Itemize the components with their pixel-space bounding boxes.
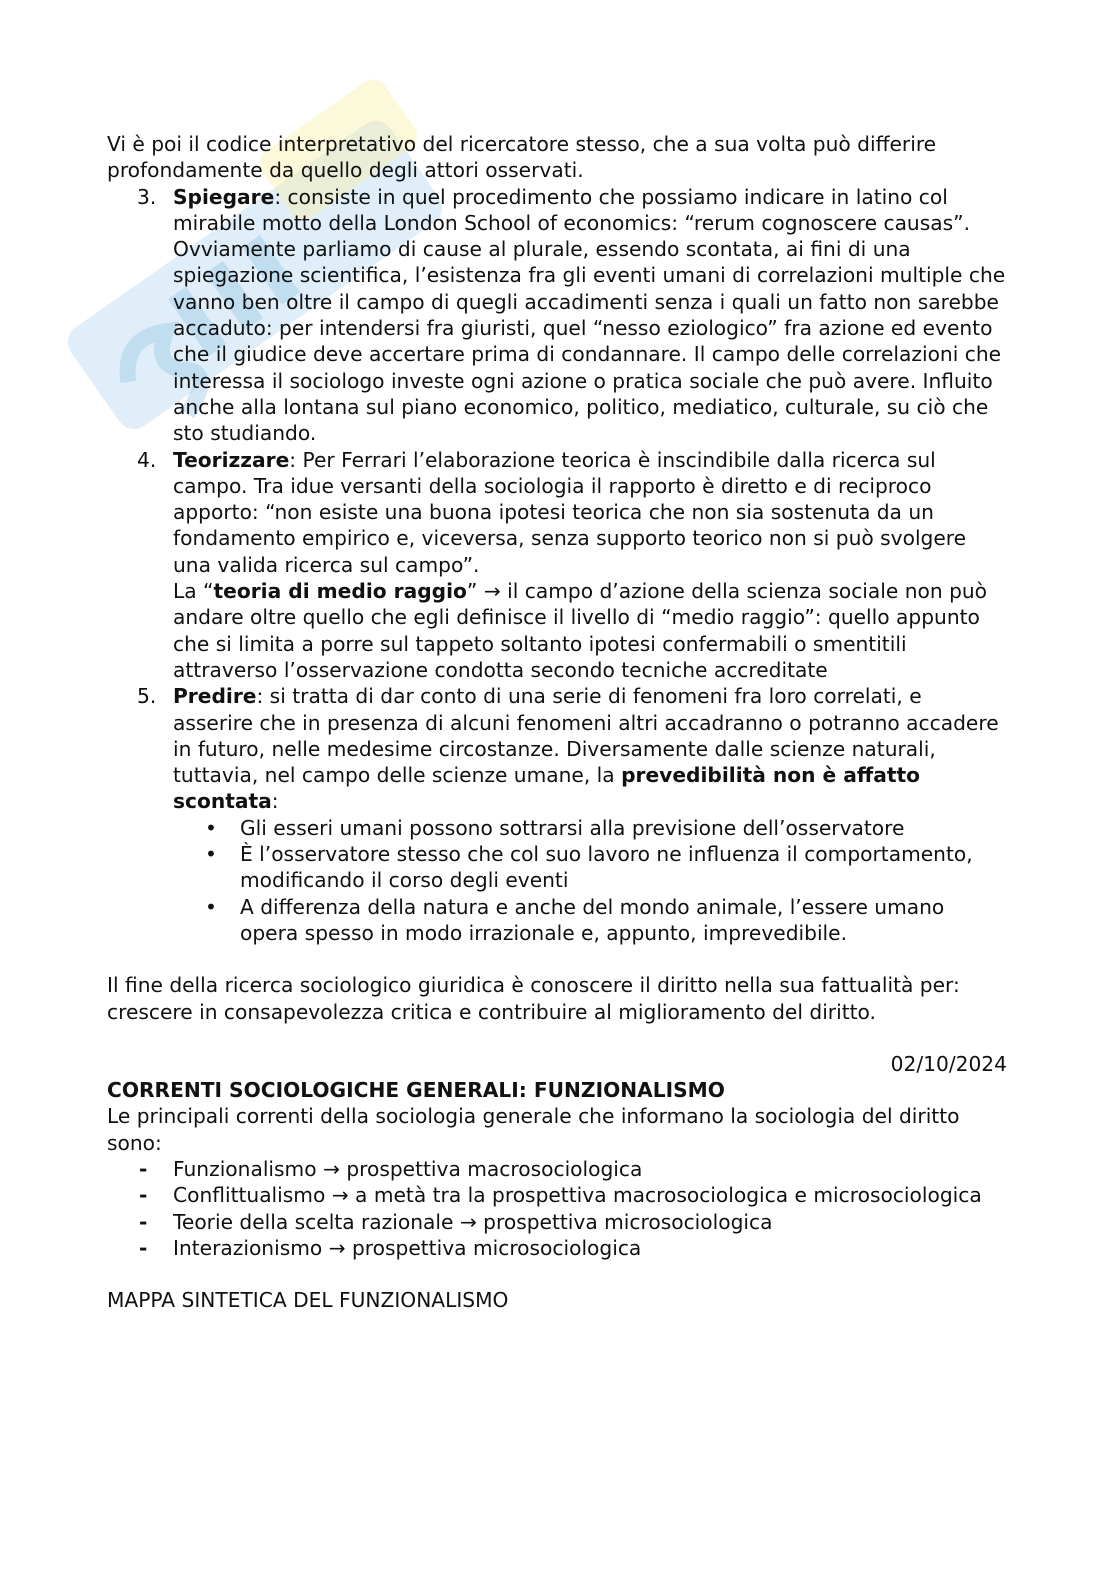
map-title: MAPPA SINTETICA DEL FUNZIONALISMO (107, 1288, 509, 1313)
document-body (107, 131, 1007, 1313)
list-item: - Teorie della scelta razionale → prospettiva microsociologica (139, 1209, 773, 1234)
item-term: Spiegare (173, 184, 275, 209)
bullet-icon: • (205, 815, 217, 840)
dash-icon: - (139, 1209, 148, 1234)
item-term: Predire (173, 684, 257, 709)
item-term: Teorizzare (173, 447, 290, 472)
bullet-icon: • (205, 894, 217, 919)
item-bold-tail: prevedibilità non è affatto scontata (173, 763, 921, 814)
intro-paragraph: Vi è poi il codice interpretativo del ricercatore stesso, che a sua volta può differire profondamente da quello degli attori osservati. (107, 132, 937, 183)
bullet-list (107, 815, 1007, 946)
date-label: 02/10/2024 (890, 1051, 1007, 1076)
dash-icon: - (139, 1183, 148, 1208)
dash-icon: - (139, 1235, 148, 1260)
list-item: - Conflittualismo → a metà tra la prospettiva macrosociologica e microsociologica (139, 1183, 982, 1208)
section-intro: Le principali correnti della sociologia generale che informano la sociologia del diritto sono: (107, 1104, 960, 1155)
item-text: : si tratta di dar conto di una serie di fenomeni fra loro correlati, e asserire che in presenza di alcuni fenomeni altri accadranno o potranno accadere in futuro, nelle medesime circostanze. Diversamente dalle scienze naturali, tuttavia, nel campo delle scienze umane, la (173, 684, 999, 788)
dash-icon: - (139, 1156, 148, 1181)
item-number: 5. (137, 684, 157, 709)
medio-raggio-term: teoria di medio raggio (213, 579, 467, 604)
conclusion-paragraph: Il fine della ricerca sociologico giuridica è conoscere il diritto nella sua fattualità per: crescere in consapevolezza critica e contribuire al miglioramento del diritto. (107, 973, 960, 1024)
list-item: • Gli esseri umani possono sottrarsi alla previsione dell’osservatore (205, 815, 905, 840)
item-number: 4. (137, 447, 157, 472)
section-heading: CORRENTI SOCIOLOGICHE GENERALI: FUNZIONALISMO (107, 1078, 725, 1103)
list-item: • A differenza della natura e anche del mondo animale, l’essere umano opera spesso in modo irrazionale e, appunto, imprevedibile. (205, 894, 945, 945)
list-item: • È l’osservatore stesso che col suo lavoro ne influenza il comportamento, modificando il corso degli eventi (205, 842, 973, 893)
list-item-teorizzare (107, 447, 1007, 684)
item-text: : Per Ferrari l’elaborazione teorica è inscindibile dalla ricerca sul campo. Tra idue versanti della sociologia il rapporto è diretto e di reciproco apporto: “non esiste una buona ipotesi teorica che non sia sostenuta da un fondamento empirico e, viceversa, senza supporto teorico non si può svolgere una valida ricerca sul campo”. (173, 447, 967, 577)
list-item-spiegare (107, 184, 1007, 447)
bullet-icon: • (205, 842, 217, 867)
list-item: - Funzionalismo → prospettiva macrosociologica (139, 1156, 643, 1181)
currents-list (107, 1156, 1007, 1261)
item-number: 3. (137, 184, 157, 209)
medio-raggio-paragraph: La “teoria di medio raggio” → il campo d’azione della scienza sociale non può andare oltre quello che egli definisce il livello di “medio raggio”: quello appunto che si limita a porre sul tappeto soltanto ipotesi confermabili o smentitili attraverso l’osservazione condotta secondo tecniche accreditate (173, 579, 988, 682)
item-text: : consiste in quel procedimento che possiamo indicare in latino col mirabile motto della London School of economics: “rerum cognoscere causas”. Ovviamente parliamo di cause al plurale, essendo scontata, ai fini di una spiegazione scientifica, l’esistenza fra gli eventi umani di correlazioni multiple che vanno ben oltre il campo di quegli accadimenti senza i quali un fatto non sarebbe accaduto: per intendersi fra giuristi, quel “nesso eziologico” fra azione ed evento che il giudice deve accertare prima di condannare. Il campo delle correlazioni che interessa il sociologo investe ogni azione o pratica sociale che può avere. Influito anche alla lontana sul piano economico, politico, mediatico, culturale, su ciò che sto studiando. (173, 184, 1006, 446)
list-item: - Interazionismo → prospettiva microsociologica (139, 1235, 642, 1260)
list-item-predire: 5. Predire: si tratta di dar conto di una serie di fenomeni fra loro correlati, e asserire che in presenza di alcuni fenomeni altri accadranno o potranno accadere in futuro, nelle medesime circostanze. Diversamente dalle scienze naturali, tuttavia, nel campo delle scienze umane, la prevedibilità non è affatto scontata: (137, 684, 999, 814)
